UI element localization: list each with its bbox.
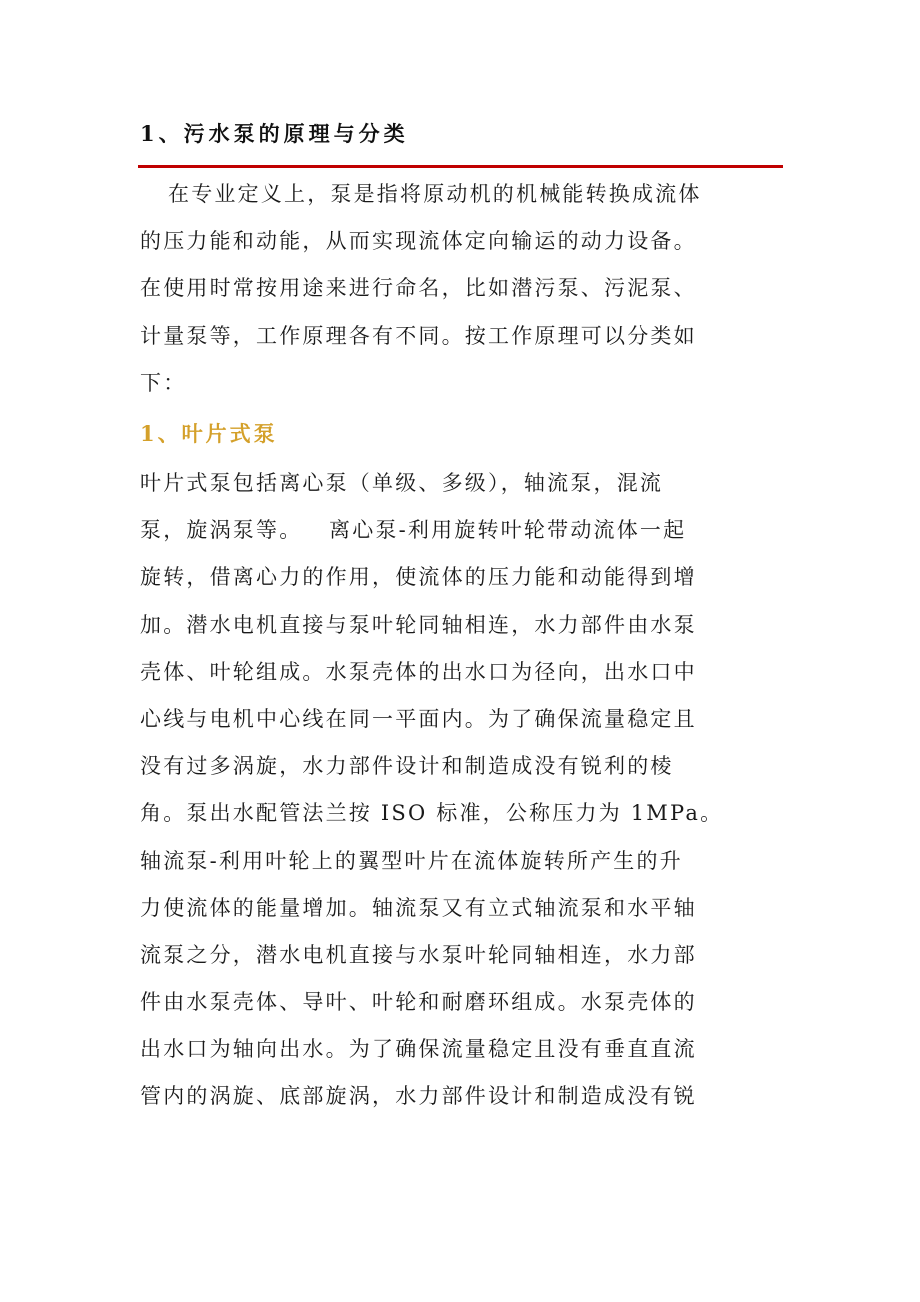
text-line: 计量泵等，工作原理各有不同。按工作原理可以分类如 xyxy=(140,323,697,348)
text-line: 力使流体的能量增加。轴流泵又有立式轴流泵和水平轴 xyxy=(140,895,697,920)
text-line: 泵，旋涡泵等。 离心泵-利用旋转叶轮带动流体一起 xyxy=(140,518,687,543)
text-line: 流泵之分，潜水电机直接与水泵叶轮同轴相连，水力部 xyxy=(140,942,697,967)
text-line: 件由水泵壳体、导叶、叶轮和耐磨环组成。水泵壳体的 xyxy=(140,990,697,1015)
text-line: 的压力能和动能，从而实现流体定向输运的动力设备。 xyxy=(140,229,697,254)
text-line: 角。泵出水配管法兰按 ISO 标准，公称压力为 1MPa。 xyxy=(140,801,724,826)
body-paragraph xyxy=(140,460,780,1121)
section-heading: 1、污水泵的原理与分类 xyxy=(140,121,409,146)
subsection-heading: 1、叶片式泵 xyxy=(140,421,278,446)
heading-divider xyxy=(138,165,783,168)
text-line: 叶片式泵包括离心泵（单级、多级），轴流泵，混流 xyxy=(140,471,664,495)
text-line: 加。潜水电机直接与泵叶轮同轴相连，水力部件由水泵 xyxy=(140,612,697,637)
text-line: 出水口为轴向出水。为了确保流量稳定且没有垂直直流 xyxy=(140,1037,697,1062)
text-line: 轴流泵-利用叶轮上的翼型叶片在流体旋转所产生的升 xyxy=(140,848,683,873)
intro-paragraph xyxy=(140,171,780,407)
text-line: 下： xyxy=(140,370,187,395)
text-line: 心线与电机中心线在同一平面内。为了确保流量稳定且 xyxy=(140,706,697,731)
text-line: 壳体、叶轮组成。水泵壳体的出水口为径向，出水口中 xyxy=(140,659,697,684)
text-line: 在使用时常按用途来进行命名，比如潜污泵、污泥泵、 xyxy=(140,276,697,301)
text-line: 没有过多涡旋，水力部件设计和制造成没有锐利的棱 xyxy=(140,754,674,779)
text-line: 管内的涡旋、底部旋涡，水力部件设计和制造成没有锐 xyxy=(140,1084,697,1109)
text-line: 在专业定义上，泵是指将原动机的机械能转换成流体 xyxy=(168,182,702,206)
text-line: 旋转，借离心力的作用，使流体的压力能和动能得到增 xyxy=(140,565,697,590)
